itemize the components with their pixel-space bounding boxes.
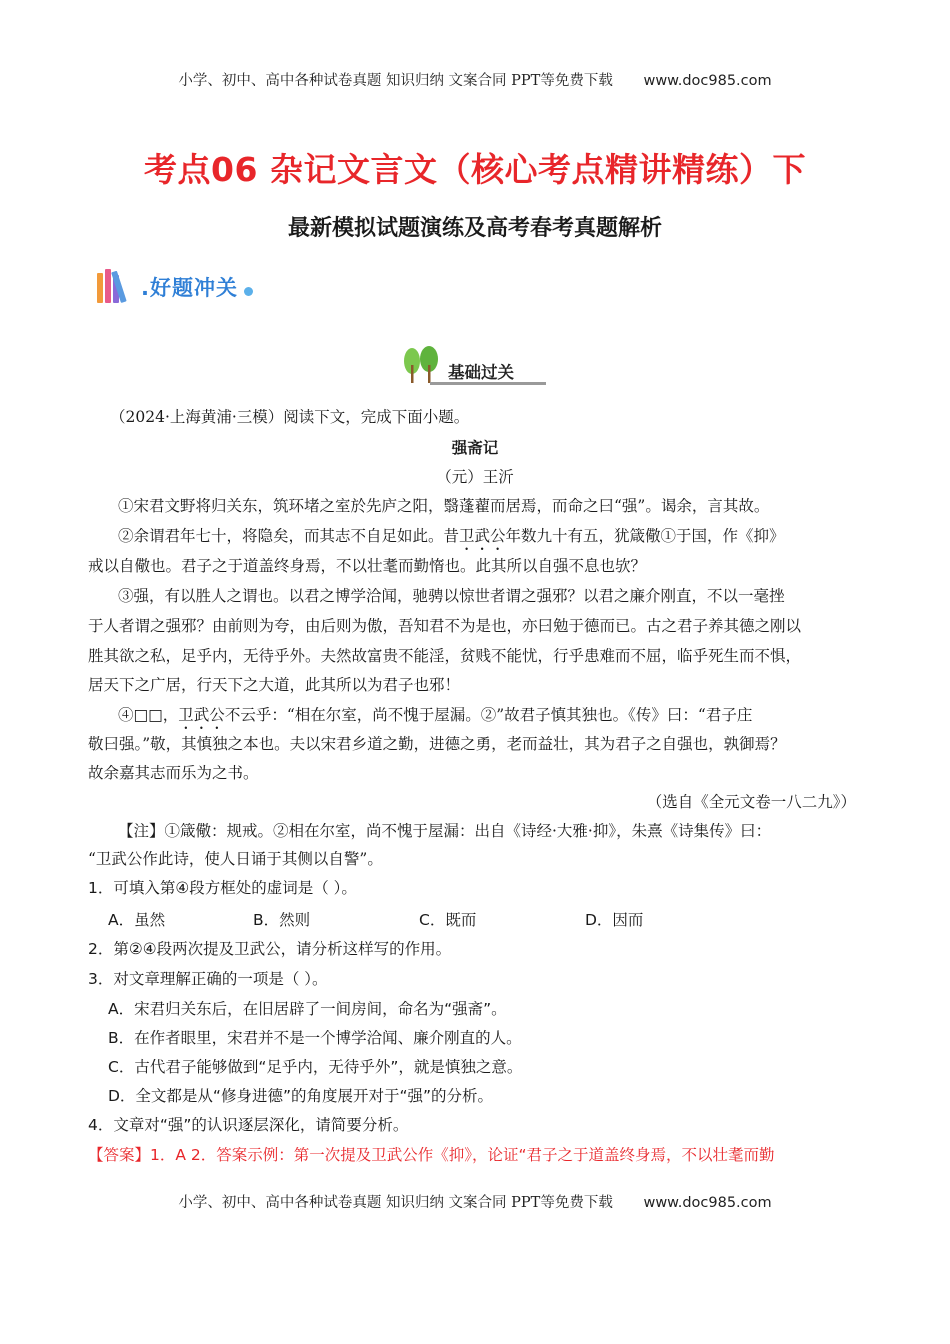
good-questions-banner — [95, 265, 253, 309]
tree-icon — [400, 345, 444, 385]
essay-paragraph-1: ①宋君文野将归关东，筑环堵之室於先庐之阳，翳蓬藋而居焉，而命之曰“强”。谒余，言其故。 — [118, 497, 770, 515]
footer-site-link[interactable]: www.doc985.com — [643, 1195, 772, 1211]
header-site-link[interactable]: www.doc985.com — [643, 73, 772, 89]
section-underline — [430, 382, 546, 385]
section-label: 基础过关 — [448, 363, 514, 382]
page-subtitle: 最新模拟试题演练及高考春考真题解析 — [287, 216, 662, 241]
notes-line-1: 【注】①箴儆：规戒。②相在尔室，尚不愧于屋漏：出自《诗经·大雅·抑》，朱熹《诗集传》曰： — [118, 822, 772, 840]
essay-source: （选自《全元文卷一八二九》） — [646, 793, 856, 811]
essay-paragraph-4-line-2: 敬曰强。”敬，其慎独之本也。夫以宋君乡道之勤，进德之勇，老而益壮，其为君子之自强也，孰御焉？ — [88, 735, 786, 753]
notes-line-2: “卫武公作此诗，使人日诵于其侧以自警”。 — [88, 850, 383, 868]
page-title: 考点06 杂记文言文（核心考点精讲精练）下 — [144, 150, 806, 189]
essay-paragraph-2-line-2: 戒以自儆也。君子之于道盖终身焉，不以壮耄而勤惰也。此其所以自强不息也欤？ — [88, 557, 647, 575]
footer-text: 小学、初中、高中各种试卷真题 知识归纳 文案合同 PPT等免费下载 — [178, 1195, 613, 1211]
q1-option-d[interactable]: D．因而 — [585, 911, 644, 929]
essay-author: （元）王沂 — [436, 468, 514, 486]
header-text: 小学、初中、高中各种试卷真题 知识归纳 文案合同 PPT等免费下载 — [178, 73, 613, 89]
essay-paragraph-3-line-4: 居天下之广居，行天下之大道，此其所以为君子也邪！ — [88, 676, 461, 694]
q1-option-b[interactable]: B．然则 — [253, 911, 311, 929]
essay-paragraph-4-line-1: ④□□，卫武公不云乎：“相在尔室，尚不愧于屋漏。②”故君子慎其独也。《传》曰：“君子庄 — [118, 706, 753, 724]
books-icon — [95, 269, 135, 305]
essay-paragraph-3-line-3: 胜其欲之私，足乎内，无待乎外。夫然故富贵不能淫，贫贱不能忧，行乎患难而不屈，临乎死生而不惧， — [88, 647, 802, 665]
name-wei-wu-gong: 卫武公 — [459, 527, 506, 545]
q3-option-c[interactable]: C．古代君子能够做到“足乎内，无待乎外”，就是慎独之意。 — [108, 1058, 523, 1076]
question-2: 2．第②④段两次提及卫武公，请分析这样写的作用。 — [88, 940, 452, 958]
q3-option-d[interactable]: D．全文都是从“修身进德”的角度展开对于“强”的分析。 — [108, 1087, 494, 1105]
answer-line: 【答案】1．A 2．答案示例：第一次提及卫武公作《抑》，论证“君子之于道盖终身焉，不以壮耄而勤 — [88, 1146, 775, 1164]
banner-dot-icon — [244, 287, 253, 296]
question-4: 4．文章对“强”的认识逐层深化，请简要分析。 — [88, 1116, 409, 1134]
page-footer — [0, 1191, 950, 1212]
essay-title: 强斋记 — [451, 439, 499, 457]
q1-option-c[interactable]: C．既而 — [419, 911, 477, 929]
q3-option-a[interactable]: A．宋君归关东后，在旧居辟了一间房间，命名为“强斋”。 — [108, 1000, 507, 1018]
essay-paragraph-4-line-3: 故余嘉其志而乐为之书。 — [88, 764, 259, 782]
essay-paragraph-2-line-1: ②余谓君年七十，将隐矣，而其志不自足如此。昔卫武公年数九十有五，犹箴儆①于国，作《抑》 — [118, 527, 785, 545]
page-header — [0, 69, 950, 90]
question-1-options — [108, 906, 868, 934]
banner-label: .好题冲关 — [141, 276, 238, 300]
name-wei-wu-gong: 卫武公 — [178, 706, 225, 724]
essay-paragraph-3-line-1: ③强，有以胜人之谓也。以君之博学洽闻，驰骋以惊世者谓之强邪？以君之廉介刚直，不以一毫挫 — [118, 587, 785, 605]
q1-option-a[interactable]: A．虽然 — [108, 911, 166, 929]
q3-option-b[interactable]: B．在作者眼里，宋君并不是一个博学洽闻、廉介刚直的人。 — [108, 1029, 522, 1047]
question-3: 3．对文章理解正确的一项是（ ）。 — [88, 970, 328, 988]
question-1: 1．可填入第④段方框处的虚词是（ ）。 — [88, 879, 357, 897]
essay-paragraph-3-line-2: 于人者谓之强邪？由前则为夸，由后则为傲，吾知君不为是也，亦曰勉于德而已。古之君子养其德之刚以 — [88, 617, 802, 635]
intro-text: （2024·上海黄浦·三模）阅读下文，完成下面小题。 — [110, 408, 470, 426]
section-basic-level — [400, 345, 550, 385]
